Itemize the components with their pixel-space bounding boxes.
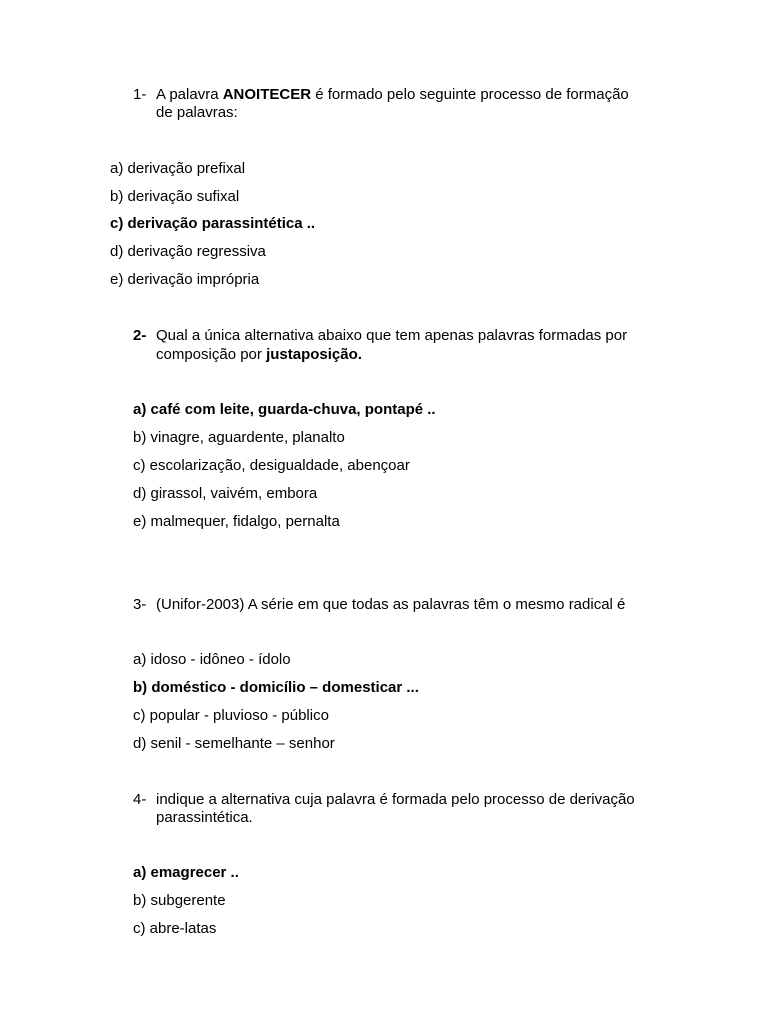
question-1-text-line2: de palavras: <box>156 104 238 121</box>
question-1-keyword: ANOITECER <box>222 86 312 103</box>
question-3-option-c: c) popular - pluvioso - público <box>133 707 329 724</box>
question-2-number: 2- <box>133 327 147 344</box>
question-1-text-after: é formado pelo seguinte processo de formação <box>311 86 629 103</box>
question-4-text-line2: parassintética. <box>156 809 253 826</box>
question-2-text-line1: Qual a única alternativa abaixo que tem apenas palavras formadas por <box>156 327 628 344</box>
question-3-text-line1: (Unifor-2003) A série em que todas as palavras têm o mesmo radical é <box>156 596 626 613</box>
question-1-text-before: A palavra <box>156 86 223 103</box>
question-4-option-c: c) abre-latas <box>133 920 217 937</box>
question-3-number: 3- <box>133 596 147 613</box>
question-1-option-c-answer: c) derivação parassintética .. <box>110 215 316 232</box>
question-3-option-d: d) senil - semelhante – senhor <box>133 735 335 752</box>
question-2-option-d: d) girassol, vaivém, embora <box>133 485 318 502</box>
question-2-keyword: justaposição. <box>266 346 362 363</box>
question-4-option-a-answer: a) emagrecer .. <box>133 864 239 881</box>
question-1-option-d: d) derivação regressiva <box>110 243 266 260</box>
question-1-text <box>156 86 629 104</box>
question-4-option-b: b) subgerente <box>133 892 226 909</box>
question-2-option-a-answer: a) café com leite, guarda-chuva, pontapé .. <box>133 401 436 418</box>
question-4-text-line1: indique a alternativa cuja palavra é formada pelo processo de derivação <box>156 791 635 808</box>
question-2-text-before: composição por <box>156 346 267 363</box>
question-4-number: 4- <box>133 791 147 808</box>
question-2-text-line2 <box>156 346 362 364</box>
question-1-option-b: b) derivação sufixal <box>110 188 240 205</box>
question-1-number: 1- <box>133 86 147 103</box>
question-3-option-b-answer: b) doméstico - domicílio – domesticar ... <box>133 679 419 696</box>
question-1-option-a: a) derivação prefixal <box>110 160 246 177</box>
question-1-option-e: e) derivação imprópria <box>110 271 260 288</box>
question-3-option-a: a) idoso - idôneo - ídolo <box>133 651 291 668</box>
question-2-option-c: c) escolarização, desigualdade, abençoar <box>133 457 410 474</box>
question-2-option-e: e) malmequer, fidalgo, pernalta <box>133 513 340 530</box>
question-2-option-b: b) vinagre, aguardente, planalto <box>133 429 345 446</box>
